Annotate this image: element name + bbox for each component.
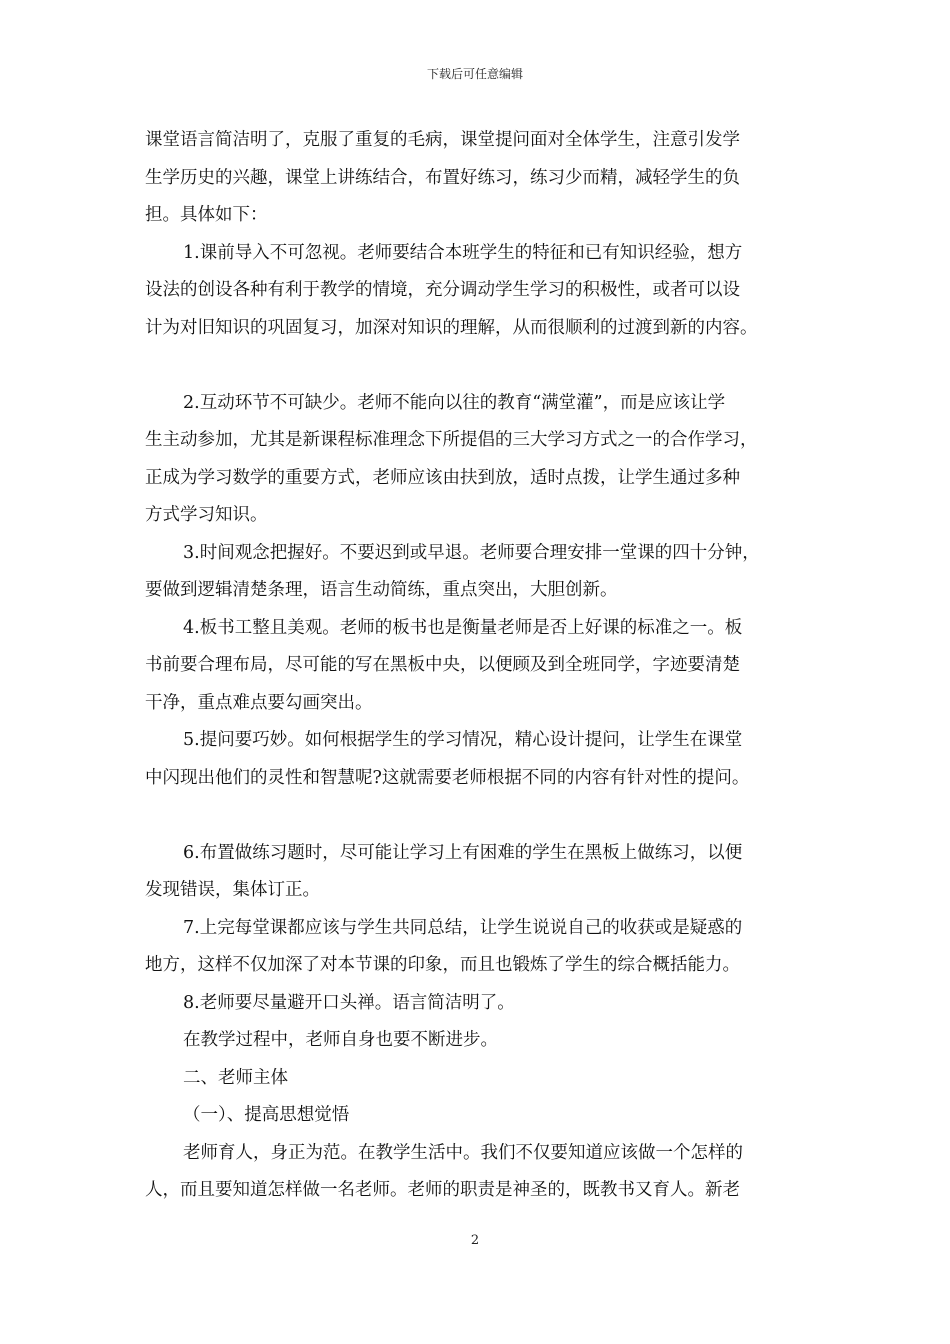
page-number: 2 (470, 1233, 480, 1248)
list-item-6-line: 6.布置做练习题时，尽可能让学习上有困难的学生在黑板上做练习，以便 (183, 842, 743, 863)
document-body (145, 122, 810, 1210)
text-line: 正成为学习数学的重要方式，老师应该由扶到放，适时点拨，让学生通过多种 (145, 467, 740, 488)
text-line: 计为对旧知识的巩固复习，加深对知识的理解，从而很顺利的过渡到新的内容。 (145, 317, 758, 338)
paragraph-gap (145, 347, 810, 385)
list-item-4-line: 4.板书工整且美观。老师的板书也是衡量老师是否上好课的标准之一。板 (183, 617, 743, 638)
list-item-7-line: 7.上完每堂课都应该与学生共同总结，让学生说说自己的收获或是疑惑的 (183, 917, 743, 938)
text-line: 要做到逻辑清楚条理，语言生动简练，重点突出，大胆创新。 (145, 580, 618, 600)
section-heading: 二、老师主体 (183, 1067, 288, 1088)
text-line: 担。具体如下： (145, 205, 268, 225)
text-line: 干净，重点难点要勾画突出。 (145, 692, 373, 713)
list-item-8-line: 8.老师要尽量避开口头禅。语言简洁明了。 (183, 992, 515, 1013)
text-line: 在教学过程中，老师自身也要不断进步。 (183, 1030, 498, 1050)
text-line: 人，而且要知道怎样做一名老师。老师的职责是神圣的，既教书又育人。新老 (145, 1180, 740, 1200)
text-line: 生学历史的兴趣，课堂上讲练结合，布置好练习，练习少而精，减轻学生的负 (145, 167, 740, 188)
page-header: 下载后可任意编辑 (426, 67, 523, 81)
text-line: 生主动参加，尤其是新课程标准理念下所提倡的三大学习方式之一的合作学习， (145, 430, 758, 450)
text-line: 中闪现出他们的灵性和智慧呢?这就需要老师根据不同的内容有针对性的提问。 (145, 767, 750, 788)
text-line: 设法的创设各种有利于教学的情境，充分调动学生学习的积极性，或者可以设 (145, 280, 740, 300)
text-line: 发现错误，集体订正。 (145, 880, 320, 900)
text-line: 书前要合理布局，尽可能的写在黑板中央，以便顾及到全班同学，字迹要清楚 (145, 655, 740, 675)
text-line: 老师育人，身正为范。在教学生活中。我们不仅要知道应该做一个怎样的 (183, 1142, 743, 1163)
text-line: 方式学习知识。 (145, 505, 268, 525)
list-item-2-line: 2.互动环节不可缺少。老师不能向以往的教育“满堂灌”，而是应该让学 (183, 392, 726, 413)
list-item-3-line: 3.时间观念把握好。不要迟到或早退。老师要合理安排一堂课的四十分钟， (183, 542, 760, 563)
text-line: 地方，这样不仅加深了对本节课的印象，而且也锻炼了学生的综合概括能力。 (145, 955, 740, 975)
list-item-1-line: 1.课前导入不可忽视。老师要结合本班学生的特征和已有知识经验，想方 (183, 242, 743, 263)
paragraph-gap (145, 797, 810, 835)
list-item-5-line: 5.提问要巧妙。如何根据学生的学习情况，精心设计提问，让学生在课堂 (183, 730, 743, 750)
text-line: 课堂语言简洁明了，克服了重复的毛病，课堂提问面对全体学生，注意引发学 (145, 130, 740, 150)
subsection-heading: （一）、提高思想觉悟 (183, 1105, 350, 1125)
